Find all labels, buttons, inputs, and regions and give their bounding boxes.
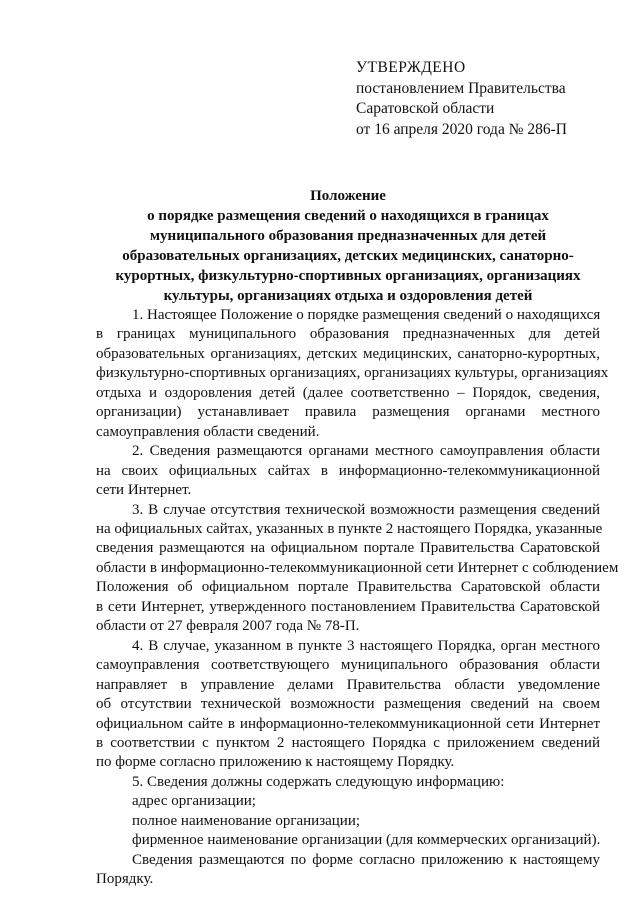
title-line: муниципального образования предназначенных для детей	[149, 228, 547, 244]
list-item: адрес организации;	[132, 793, 256, 810]
paragraph-6	[96, 851, 600, 890]
paragraph-3	[96, 501, 619, 637]
text-line: по форме согласно приложению к настоящему Порядку.	[96, 754, 455, 771]
text-line: Порядку.	[96, 871, 154, 888]
text-line: 2. Сведения размещаются органами местного самоуправления области	[132, 443, 600, 460]
text-line: отдыха и оздоровления детей (далее соответственно – Порядок, сведения,	[96, 384, 600, 401]
document-body	[96, 306, 619, 890]
text-line: в границах муниципального образования предназначенных для детей	[96, 326, 600, 343]
text-line: физкультурно-спортивных организациях, организациях культуры, организациях	[96, 365, 609, 382]
list-item: фирменное наименование организации (для коммерческих организаций).	[132, 832, 601, 849]
title-line: курортных, физкультурно-спортивных организациях, организациях	[115, 268, 581, 284]
text-line: направляет в управление делами Правительства области уведомление	[96, 676, 600, 693]
text-line: самоуправления области сведений.	[96, 423, 320, 440]
approval-title: УТВЕРЖДЕНО	[356, 59, 466, 76]
text-line: области от 27 февраля 2007 года № 78-П.	[96, 618, 360, 635]
title-heading: Положение	[310, 188, 386, 204]
paragraph-2	[96, 442, 600, 500]
text-line: области в информационно-телекоммуникационной сети Интернет с соблюдением	[96, 559, 619, 576]
text-line: 1. Настоящее Положение о порядке размещения сведений о находящихся	[132, 307, 601, 323]
list-item: полное наименование организации;	[132, 812, 361, 829]
title-line: о порядке размещения сведений о находящихся в границах	[147, 208, 549, 224]
text-line: образовательных организациях, детских медицинских, санаторно-курортных,	[96, 345, 600, 362]
text-line: на своих официальных сайтах в информационно-телекоммуникационной	[96, 462, 600, 479]
text-line: в сети Интернет, утвержденного постановлением Правительства Саратовской	[96, 598, 600, 615]
text-line: самоуправления соответствующего муниципального образования области	[96, 657, 600, 674]
text-line: 4. В случае, указанном в пункте 3 настоящего Порядка, орган местного	[132, 637, 600, 654]
text-line: об отсутствии технической возможности размещения сведений на своем	[96, 696, 600, 713]
title-line: образовательных организациях, детских медицинских, санаторно-	[122, 248, 574, 264]
approval-line: постановлением Правительства	[356, 79, 566, 97]
paragraph-5	[96, 773, 600, 851]
document-title	[96, 186, 600, 306]
text-line: сети Интернет.	[96, 482, 192, 499]
approval-line: Саратовской области	[356, 100, 495, 117]
text-line: организации) устанавливает правила размещения органами местного	[96, 404, 600, 421]
text-line: 3. В случае отсутствия технической возможности размещения сведений	[132, 501, 600, 518]
text-line: в соответствии с пунктом 2 настоящего Порядка с приложением сведений	[96, 734, 600, 751]
text-line: Сведения размещаются по форме согласно приложению к настоящему	[132, 851, 600, 868]
text-line: сведения размещаются на официальном портале Правительства Саратовской	[96, 540, 600, 557]
title-line: культуры, организациях отдыха и оздоровления детей	[163, 288, 533, 304]
approval-date-line: от 16 апреля 2020 года № 286-П	[356, 120, 567, 138]
text-line: официальном сайте в информационно-телекоммуникационной сети Интернет	[96, 715, 600, 732]
approval-stamp	[356, 58, 616, 140]
paragraph-4	[96, 637, 600, 773]
paragraph-1	[96, 306, 609, 442]
text-line: Положения об официальном портале Правительства Саратовской области	[96, 579, 600, 596]
text-line: 5. Сведения должны содержать следующую информацию:	[132, 773, 505, 790]
text-line: на официальных сайтах, указанных в пункте 2 настоящего Порядка, указанные	[96, 520, 603, 537]
